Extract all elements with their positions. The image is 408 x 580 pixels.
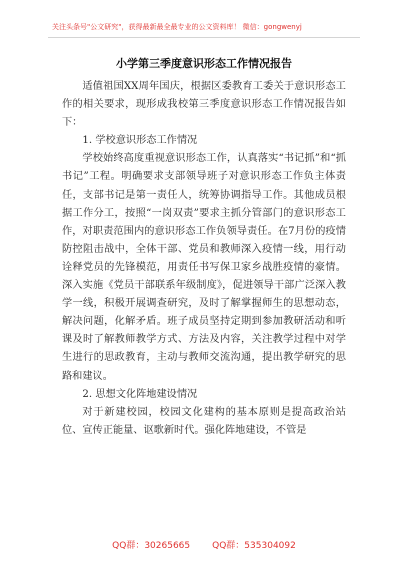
footer-qq-group-1: QQ群：30265665 — [112, 541, 191, 551]
document-body — [62, 78, 346, 440]
section-2-paragraph: 对于新建校园，校园文化建构的基本原则是提高政治站位、宣传正能量、讴歌新时代。强化阵地建设，不管是 — [62, 406, 346, 436]
section-heading-2: 2. 思想文化阵地建设情况 — [82, 388, 198, 400]
header-banner: 关注头条号"公文研究"，获得最新最全最专业的公文资料库！ 微信：gongwenyj — [52, 23, 302, 31]
document-title: 小学第三季度意识形态工作情况报告 — [116, 57, 292, 70]
section-1-paragraph: 学校始终高度重视意识形态工作，认真落实“书记抓”和“抓书记”工程。明确要求支部领导班子对意识形态工作负主体责任，支部书记是第一责任人，统筹协调指导工作。其他成员根据工作分工，按照“一岗双责”要求主抓分管部门的意识形态工作，对职责范围内的意识形态工作负领导责任。在7月份的疫情防控阻击战中，全体干部、党员和教师深入疫情一线，用行动诠释党员的先锋模范，用责任书写保卫家乡战胜疫情的豪情。深入实施《党员干部联系年级制度》，促进领导干部广泛深入教学一线，积极开展调查研究，及时了解掌握师生的思想动态，解决问题，化解矛盾。班子成员坚持定期到参加教研活动和听课及时了解教师教学方式、方法及内容，关注教学过程中对学生进行的思政教育，主动与教师交流沟通，提出教学研究的思路和建议。 — [62, 153, 346, 382]
header-divider — [48, 37, 360, 38]
footer-contact — [0, 540, 408, 552]
footer-qq-group-2: QQ群：535304092 — [212, 541, 296, 551]
section-heading-1: 1. 学校意识形态工作情况 — [82, 135, 198, 147]
intro-paragraph: 适值祖国XX周年国庆，根据区委教育工委关于意识形态工作的相关要求，现形成我校第三季度意识形态工作情况报告如下： — [62, 81, 346, 129]
